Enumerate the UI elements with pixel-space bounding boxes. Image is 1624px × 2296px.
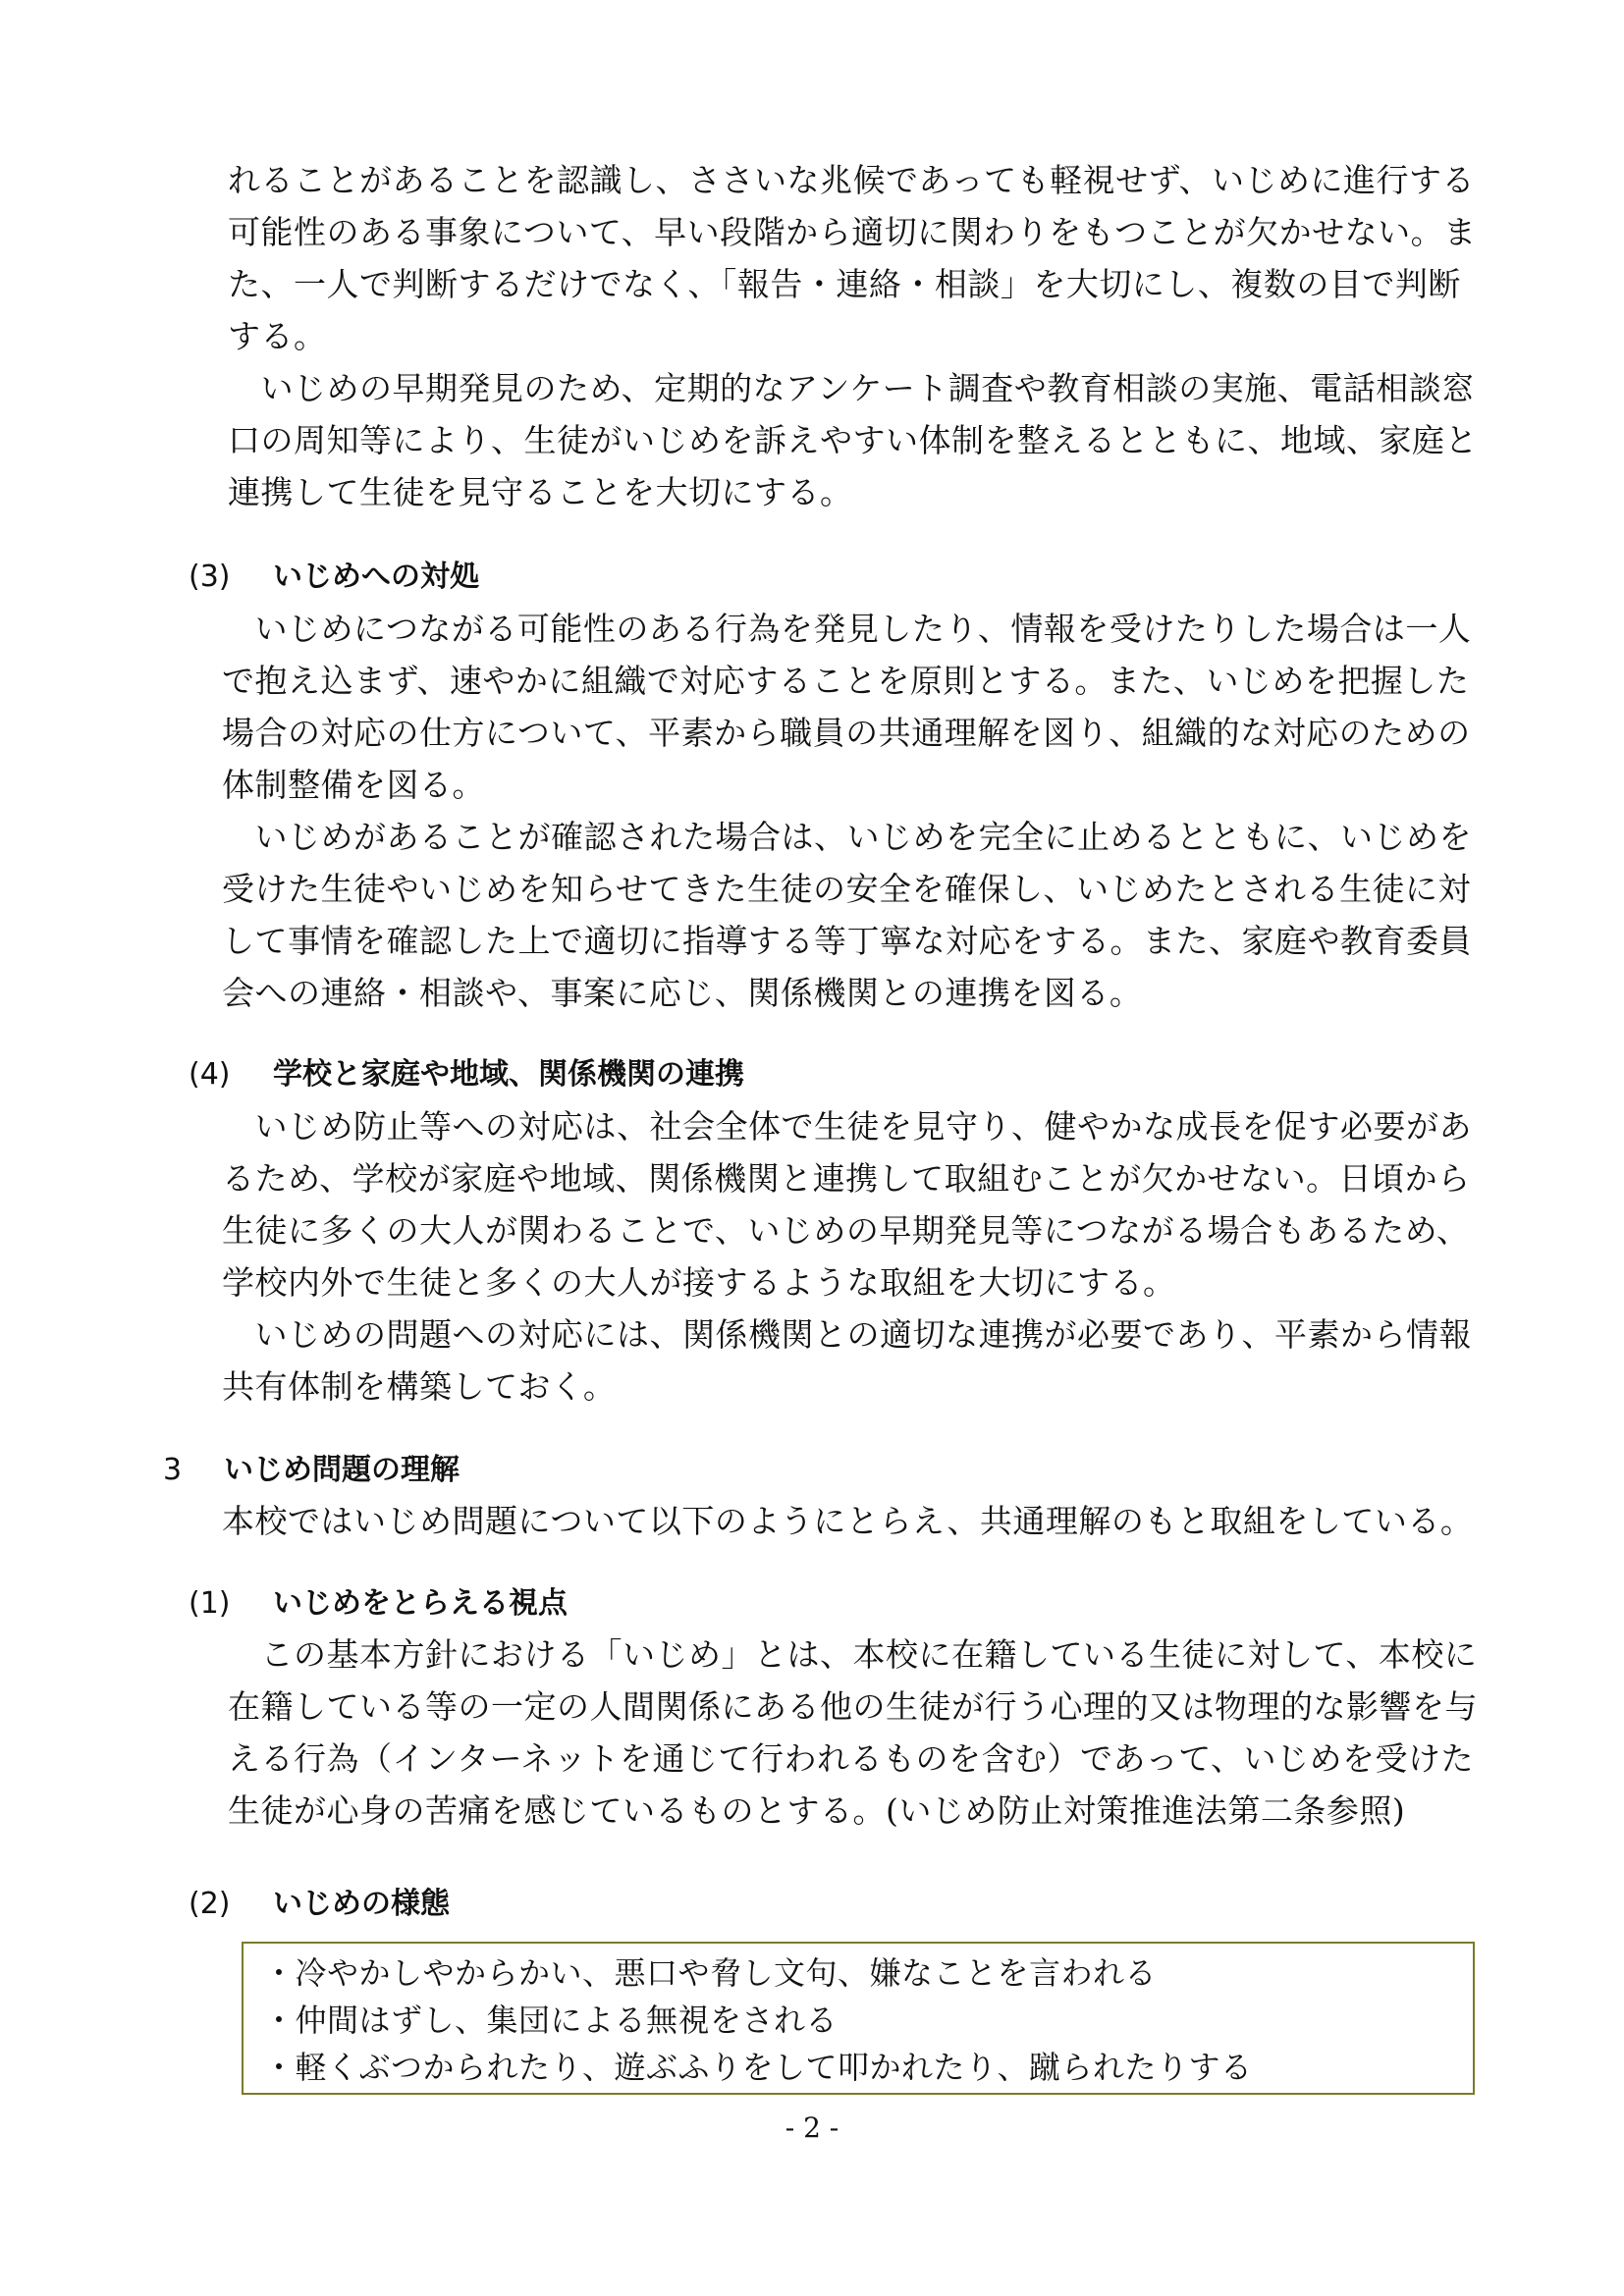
text-line: いじめの問題への対応には、関係機関との適切な連携が必要であり、平素から情報 (222, 1315, 1472, 1354)
text-line: 口の周知等により、生徒がいじめを訴えやすい体制を整えるとともに、地域、家庭と (228, 421, 1478, 459)
examples-box (242, 1942, 1475, 2095)
section-number: (2) (189, 1887, 231, 1921)
chapter-heading (163, 1449, 460, 1492)
section-heading (189, 1582, 568, 1626)
text-line: 会への連絡・相談や、事案に応じ、関係機関との連携を図る。 (222, 974, 1143, 1012)
section-title: いじめをとらえる視点 (273, 1586, 568, 1621)
section-heading (189, 556, 479, 599)
text-line: 学校内外で生徒と多くの大人が接するような取組を大切にする。 (222, 1263, 1176, 1302)
text-line: 場合の対応の仕方について、平素から職員の共通理解を図り、組織的な対応のための (222, 714, 1471, 752)
text-line: 本校ではいじめ問題について以下のようにとらえ、共通理解のもと取組をしている。 (222, 1502, 1474, 1540)
section-heading (189, 1053, 744, 1096)
text-line: いじめ防止等への対応は、社会全体で生徒を見守り、健やかな成長を促す必要があ (222, 1107, 1472, 1146)
chapter-title: いじめ問題の理解 (224, 1453, 460, 1487)
list-item: ・仲間はずし、集団による無視をされる (263, 2002, 839, 2039)
text-line: する。 (228, 317, 327, 355)
text-line: 受けた生徒やいじめを知らせてきた生徒の安全を確保し、いじめたとされる生徒に対 (222, 870, 1472, 908)
text-line: いじめがあることが確認された場合は、いじめを完全に止めるとともに、いじめを (222, 818, 1472, 856)
section-title: 学校と家庭や地域、関係機関の連携 (273, 1057, 744, 1092)
text-line: して事情を確認した上で適切に指導する等丁寧な対応をする。また、家庭や教育委員 (222, 922, 1472, 960)
section-number: (4) (189, 1057, 231, 1092)
text-line: るため、学校が家庭や地域、関係機関と連携して取組むことが欠かせない。日頃から (222, 1159, 1471, 1198)
text-line: 生徒に多くの大人が関わることで、いじめの早期発見等につながる場合もあるため、 (222, 1211, 1470, 1250)
page-number: - 2 - (785, 2111, 839, 2144)
text-line: いじめにつながる可能性のある行為を発見したり、情報を受けたりした場合は一人 (222, 610, 1472, 648)
text-line: 可能性のある事象について、早い段階から適切に関わりをもつことが欠かせない。ま (228, 213, 1477, 251)
text-line: この基本方針における「いじめ」とは、本校に在籍している生徒に対して、本校に (228, 1635, 1478, 1674)
section-title: いじめの様態 (273, 1887, 450, 1921)
list-item: ・冷やかしやからかい、悪口や脅し文句、嫌なことを言われる (263, 1954, 1158, 1992)
text-line: 生徒が心身の苦痛を感じているものとする。(いじめ防止対策推進法第二条参照) (228, 1791, 1406, 1830)
section-heading (189, 1883, 450, 1926)
text-line: で抱え込まず、速やかに組織で対応することを原則とする。また、いじめを把握した (222, 662, 1470, 700)
chapter-number: 3 (163, 1453, 183, 1487)
section-title: いじめへの対処 (273, 560, 479, 594)
text-line: れることがあることを認識し、ささいな兆候であっても軽視せず、いじめに進行する (228, 161, 1476, 199)
text-line: える行為（インターネットを通じて行われるものを含む）であって、いじめを受けた (228, 1739, 1475, 1778)
section-number: (1) (189, 1586, 231, 1621)
text-line: いじめの早期発見のため、定期的なアンケート調査や教育相談の実施、電話相談窓 (228, 369, 1475, 407)
text-line: 連携して生徒を見守ることを大切にする。 (228, 473, 853, 511)
section-number: (3) (189, 560, 231, 594)
text-line: 在籍している等の一定の人間関係にある他の生徒が行う心理的又は物理的な影響を与 (228, 1687, 1478, 1726)
text-line: 体制整備を図る。 (222, 766, 485, 804)
text-line: た、一人で判断するだけでなく、「報告・連絡・相談」を大切にし、複数の目で判断 (228, 265, 1461, 303)
text-line: 共有体制を構築しておく。 (222, 1367, 617, 1406)
list-item: ・軽くぶつかられたり、遊ぶふりをして叩かれたり、蹴られたりする (263, 2049, 1253, 2086)
